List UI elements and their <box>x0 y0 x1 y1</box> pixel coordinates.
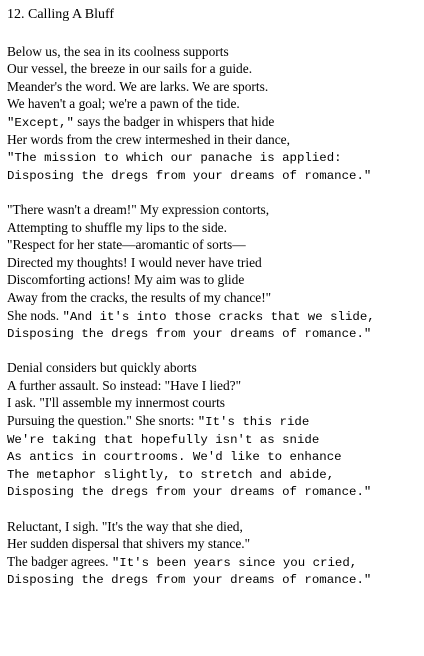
poem-line <box>7 148 422 166</box>
line-text: Below us, the sea in its coolness supports <box>7 43 229 59</box>
line-text: "The mission to which our panache is applied: <box>7 151 342 166</box>
line-text-rest: says the badger in whispers that hide <box>73 113 275 129</box>
line-text: The metaphor slightly, to stretch and abide, <box>7 467 335 482</box>
poem-line <box>7 570 422 588</box>
poem-line <box>7 60 422 78</box>
stanzas <box>7 43 422 588</box>
poem-line <box>7 271 422 289</box>
line-text: Meander's the word. We are larks. We are sports. <box>7 78 269 94</box>
line-text: "It's this ride <box>197 415 310 430</box>
line-text: Denial considers but quickly aborts <box>7 360 197 376</box>
poem-line <box>7 394 422 412</box>
line-text: Disposing the dregs from your dreams of romance." <box>7 573 372 588</box>
line-text: The badger agrees. <box>7 553 112 569</box>
poem-line <box>7 377 422 395</box>
line-text <box>7 114 274 129</box>
poem-line <box>7 254 422 272</box>
line-text: She nods. <box>7 307 63 323</box>
poem-line <box>7 236 422 254</box>
poem-title: 12. Calling A Bluff <box>7 7 115 22</box>
line-text: We haven't a goal; we're a pawn of the tide. <box>7 96 240 112</box>
poem-line <box>7 166 422 184</box>
poem-line <box>7 535 422 553</box>
poem-line <box>7 482 422 500</box>
line-text: Her sudden dispersal that shivers my stance." <box>7 536 251 552</box>
stanza <box>7 359 422 500</box>
poem-line <box>7 289 422 307</box>
poem-line <box>7 307 422 325</box>
stanza-gap <box>7 342 422 360</box>
stanza-gap <box>7 183 422 201</box>
stanza <box>7 201 422 342</box>
stanza <box>7 518 422 588</box>
poem-line <box>7 465 422 483</box>
line-text: "It's been years since you cried, <box>111 555 358 570</box>
line-text: Reluctant, I sigh. "It's the way that she died, <box>7 518 243 534</box>
poem-line <box>7 131 422 149</box>
poem-line <box>7 324 422 342</box>
line-text: Directed my thoughts! I would never have tried <box>7 254 262 270</box>
line-text: I ask. "I'll assemble my innermost courts <box>7 395 225 411</box>
line-text: "There wasn't a dream!" My expression contorts, <box>7 201 270 217</box>
line-text: We're taking that hopefully isn't as snide <box>7 432 320 447</box>
line-text: As antics in courtrooms. We'd like to enhance <box>7 450 342 465</box>
poem-line <box>7 447 422 465</box>
line-text: "And it's into those cracks that we slide, <box>62 309 375 324</box>
line-text: Disposing the dregs from your dreams of romance." <box>7 485 372 500</box>
line-text: Her words from the crew intermeshed in their dance, <box>7 131 290 147</box>
line-text: Disposing the dregs from your dreams of romance." <box>7 168 372 183</box>
stanza <box>7 43 422 184</box>
poem-line <box>7 95 422 113</box>
poem-line <box>7 518 422 536</box>
title-gap <box>7 25 422 43</box>
poem-line <box>7 43 422 61</box>
line-text: A further assault. So instead: "Have I lied?" <box>7 377 242 393</box>
line-text-quote: "Except," <box>7 115 74 130</box>
poem-line <box>7 359 422 377</box>
poem-line <box>7 219 422 237</box>
line-text: Attempting to shuffle my lips to the side. <box>7 219 227 235</box>
line-text: Our vessel, the breeze in our sails for a guide. <box>7 61 253 77</box>
poem <box>7 0 422 588</box>
poem-line <box>7 201 422 219</box>
line-text: Disposing the dregs from your dreams of romance." <box>7 327 372 342</box>
poem-line <box>7 553 422 571</box>
poem-line <box>7 412 422 430</box>
line-text: Away from the cracks, the results of my chance!" <box>7 289 272 305</box>
poem-line <box>7 430 422 448</box>
line-text: Pursuing the question." She snorts: <box>7 413 198 429</box>
line-text: Discomforting actions! My aim was to glide <box>7 272 245 288</box>
poem-line <box>7 78 422 96</box>
line-text: "Respect for her state—aromantic of sorts— <box>7 237 246 253</box>
poem-line <box>7 113 422 131</box>
stanza-gap <box>7 500 422 518</box>
